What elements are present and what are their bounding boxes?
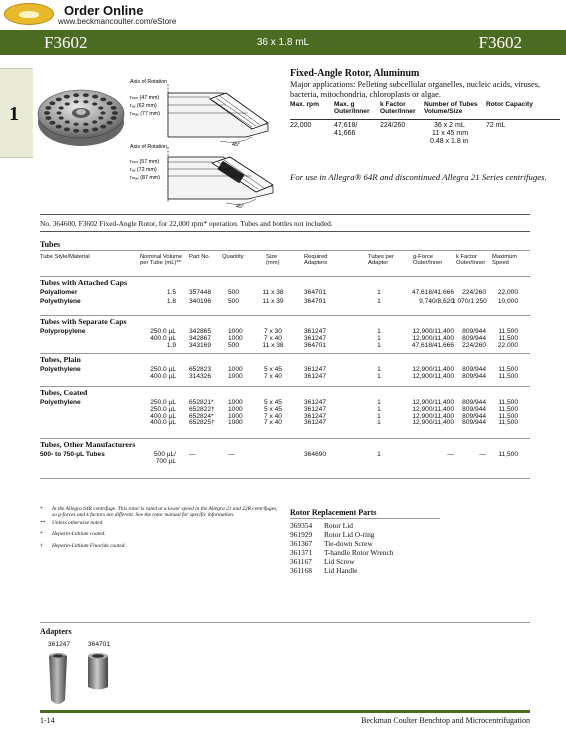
col-header-style: Tube Style/Material bbox=[40, 254, 90, 260]
tube-material: Polyethylene bbox=[40, 399, 81, 406]
tube-cell-g: 12,900/11,400 12,900/11,400 12,900/11,400 12,900/11,400 bbox=[412, 399, 454, 427]
tube-material: 500- to 750-µL Tubes bbox=[40, 451, 105, 458]
divider bbox=[40, 231, 530, 232]
col-header-gforce: g-Force Outer/Inner bbox=[413, 254, 443, 267]
replacement-part-number: 361367 bbox=[290, 539, 313, 548]
tube-cell-part: 652821* 652822† 652824* 652825† bbox=[189, 399, 215, 427]
col-header-per-adapter: Tubes per Adapter bbox=[368, 254, 394, 267]
col-header-part: Part No. bbox=[189, 254, 211, 260]
adapters-heading: Adapters bbox=[40, 627, 72, 636]
tube-cell-qty: 500 bbox=[228, 289, 240, 296]
divider bbox=[40, 438, 530, 439]
bottom-rmin-label: rₘᵢₙ (57 mm) bbox=[130, 159, 160, 165]
top-rmax-label: rₘₐₓ (77 mm) bbox=[130, 111, 160, 117]
col-header-size: Size (mm) bbox=[266, 254, 280, 267]
spec-header-k-factor: k Factor Outer/Inner bbox=[380, 101, 416, 115]
tube-cell-volume: 500 µL/ 700 µL bbox=[153, 451, 176, 465]
tube-cell-size: 5 x 45 5 x 45 7 x 40 7 x 40 bbox=[264, 399, 282, 427]
tube-cell-qty: 500 bbox=[228, 298, 240, 305]
bottom-rmax-label: rₘₐₓ (87 mm) bbox=[130, 175, 160, 181]
divider bbox=[40, 214, 530, 215]
tube-cell-qty: 1000 1000 1000 1000 bbox=[228, 399, 243, 427]
spec-header-max-rpm: Max. rpm bbox=[290, 101, 319, 108]
tube-cell-per: 1 bbox=[377, 289, 381, 296]
section-number: 1 bbox=[9, 103, 19, 125]
tube-cell-per: 1 bbox=[377, 298, 381, 305]
spec-capacity: 72 mL bbox=[486, 122, 506, 129]
divider bbox=[40, 276, 530, 277]
tube-cell-speed: 11,500 bbox=[498, 451, 518, 458]
tube-cell-adapter: 364690 bbox=[304, 451, 327, 458]
replacement-part-description: Lid Handle bbox=[324, 566, 358, 575]
tube-cell-g: 47,618/41,666 bbox=[411, 289, 454, 296]
tube-cell-g: — bbox=[447, 451, 454, 458]
rotor-description: Major applications: Pelleting subcellular organelles, nucleic acids, viruses, bacteria, mitochondria, chloroplasts or algae. bbox=[290, 80, 541, 99]
tube-cell-k: 809/944 809/944 bbox=[462, 366, 486, 380]
catalog-number-line: No. 364600, F3602 Fixed-Angle Rotor, for 22,000 rpm* operation. Tubes and bottles not included. bbox=[40, 219, 333, 228]
tube-cell-adapter: 361247 361247 364701 bbox=[304, 328, 327, 349]
tube-cell-volume: 1.5 bbox=[166, 289, 176, 296]
tube-cell-size: 11 x 38 bbox=[262, 289, 284, 296]
tube-cell-speed: 10,000 bbox=[497, 298, 518, 305]
spec-tubes-size-mm: 11 x 45 mm bbox=[432, 130, 469, 137]
bottom-angle-label: 45° bbox=[236, 204, 245, 210]
rotor-cross-section-diagram bbox=[128, 75, 288, 210]
bottom-rav-label: rₐᵥ (72 mm) bbox=[130, 167, 157, 173]
tube-cell-size: 11 x 39 bbox=[262, 298, 284, 305]
tube-cell-part: 340196 bbox=[189, 298, 212, 305]
tube-cell-per: 1 1 1 1 bbox=[377, 399, 381, 427]
tube-cell-volume: 250.0 µL 400.0 µL bbox=[150, 366, 176, 380]
tube-cell-part: 652823 314326 bbox=[189, 366, 212, 380]
replacement-part-number: 361168 bbox=[290, 566, 312, 575]
divider bbox=[40, 250, 530, 251]
tube-cell-g: 12,900/11,400 12,900/11,400 47,618/41,666 bbox=[411, 328, 454, 349]
axis-label-bottom: Axis of Rotation bbox=[130, 144, 168, 150]
col-header-qty: Quantity bbox=[222, 254, 244, 260]
col-header-adapters: Required Adapters bbox=[304, 254, 328, 267]
spec-k-factor: 224/260 bbox=[380, 122, 406, 129]
top-rmin-label: rₘᵢₙ (47 mm) bbox=[130, 95, 160, 101]
col-header-volume: Nominal Volume per Tube (mL)** bbox=[140, 254, 183, 267]
tube-cell-g: 12,900/11,400 12,900/11,400 bbox=[412, 366, 454, 380]
replacement-parts-heading: Rotor Replacement Parts bbox=[290, 508, 377, 517]
rotor-code-right: F3602 bbox=[478, 33, 522, 52]
replacement-part-description: Rotor Lid O-ring bbox=[324, 530, 375, 539]
rotor-code-left: F3602 bbox=[44, 33, 88, 52]
footnote-mark: * bbox=[40, 531, 43, 537]
tube-material: Polyallomer bbox=[40, 289, 78, 296]
spec-header-capacity: Rotor Capacity bbox=[486, 101, 533, 108]
replacement-part-number: 361371 bbox=[290, 548, 313, 557]
replacement-part-description: Tie-down Screw bbox=[324, 539, 373, 548]
tube-cell-speed: 22,000 bbox=[497, 289, 518, 296]
section-tab bbox=[0, 68, 33, 158]
rotor-capacity-heading: 36 x 1.8 mL bbox=[256, 37, 310, 48]
tube-cell-volume: 250.0 µL 250.0 µL 400.0 µL 400.0 µL bbox=[150, 399, 176, 427]
tubes-section-heading: Tubes, Coated bbox=[40, 388, 88, 397]
tube-cell-k: 809/944 809/944 809/944 809/944 bbox=[462, 399, 486, 427]
col-header-kfactor: k Factor Outer/Inner bbox=[456, 254, 486, 267]
tube-cell-k: 224/260 bbox=[462, 289, 486, 296]
tube-cell-speed: 11,500 11,500 11,500 11,500 bbox=[498, 399, 518, 427]
adapter-364701-image bbox=[86, 652, 110, 692]
axis-label-top: Axis of Rotation bbox=[130, 79, 168, 85]
tube-cell-size: 5 x 45 7 x 40 bbox=[264, 366, 282, 380]
tube-cell-qty: 1000 1000 bbox=[228, 366, 243, 380]
adapter-361247-image bbox=[46, 652, 70, 708]
footnote-text: Unless otherwise noted bbox=[52, 520, 103, 526]
tube-cell-k: — bbox=[479, 451, 486, 458]
tube-cell-qty: 1000 1000 500 bbox=[228, 328, 243, 349]
tube-cell-volume: 1.8 bbox=[166, 298, 176, 305]
top-rav-label: rₐᵥ (62 mm) bbox=[130, 103, 157, 109]
tubes-heading: Tubes bbox=[40, 240, 61, 249]
tubes-section-heading: Tubes with Separate Caps bbox=[40, 317, 127, 326]
divider bbox=[40, 386, 530, 387]
tube-cell-adapter: 361247 361247 bbox=[304, 366, 327, 380]
tube-cell-volume: 250.0 µL 400.0 µL 1.9 bbox=[150, 328, 176, 349]
divider bbox=[40, 478, 530, 479]
tubes-section-heading: Tubes, Plain bbox=[40, 355, 81, 364]
adapter-part-364701: 364701 bbox=[88, 641, 111, 648]
footnote-mark: † bbox=[40, 543, 43, 549]
rotor-title: Fixed-Angle Rotor, Aluminum bbox=[290, 68, 420, 79]
divider bbox=[290, 518, 440, 519]
tubes-section-heading: Tubes with Attached Caps bbox=[40, 278, 128, 287]
replacement-part-description: T-handle Rotor Wrench bbox=[324, 548, 394, 557]
tube-cell-adapter: 364701 bbox=[304, 289, 327, 296]
order-online-title[interactable]: Order Online bbox=[64, 3, 144, 18]
replacement-part-number: 369354 bbox=[290, 521, 313, 530]
tube-cell-per: 1 1 1 bbox=[377, 328, 381, 349]
spec-header-rule bbox=[290, 119, 560, 120]
footnote-text: Heparin-Lithium Fluoride coated. bbox=[52, 543, 126, 549]
tube-cell-speed: 11,500 11,500 bbox=[498, 366, 518, 380]
catalog-title: Beckman Coulter Benchtop and Microcentrifugation bbox=[361, 716, 530, 725]
tube-cell-adapter: 361247 361247 361247 361247 bbox=[304, 399, 327, 427]
tube-cell-speed: 11,500 11,500 22,000 bbox=[497, 328, 518, 349]
tube-cell-part: 357448 bbox=[189, 289, 212, 296]
footer-bar bbox=[40, 710, 530, 713]
divider bbox=[40, 315, 530, 316]
tube-cell-qty: — bbox=[228, 451, 235, 458]
top-angle-label: 45° bbox=[232, 142, 241, 148]
allegra-compatibility-note: For use in Allegra® 64R and discontinued Allegra 21 Series centrifuges. bbox=[290, 172, 547, 182]
tube-cell-part: 342865 342867 343169 bbox=[189, 328, 212, 349]
tube-cell-adapter: 364701 bbox=[304, 298, 327, 305]
tube-cell-per: 1 1 bbox=[377, 366, 381, 380]
tube-material: Polyethylene bbox=[40, 366, 81, 373]
page-number: 1-14 bbox=[40, 716, 55, 725]
replacement-part-number: 961929 bbox=[290, 530, 313, 539]
spec-header-tubes: Number of Tubes Volume/Size bbox=[424, 101, 478, 115]
replacement-part-description: Lid Screw bbox=[324, 557, 355, 566]
footnote-text: Heparin-Lithium coated. bbox=[52, 531, 106, 537]
spec-max-rpm: 22,000 bbox=[290, 122, 312, 129]
tube-cell-k: 1 070/1 250 bbox=[452, 298, 487, 305]
tube-cell-per: 1 bbox=[377, 451, 381, 458]
divider bbox=[40, 353, 530, 354]
footnote-mark: ** bbox=[40, 520, 46, 526]
tubes-section-heading: Tubes, Other Manufacturers bbox=[40, 440, 136, 449]
tube-material: Polypropylene bbox=[40, 328, 86, 335]
tube-cell-k: 809/944 809/944 224/260 bbox=[462, 328, 486, 349]
tube-cell-part: — bbox=[189, 451, 196, 458]
footnote-mark: * bbox=[40, 506, 43, 512]
order-online-url[interactable]: www.beckmancoulter.com/eStore bbox=[58, 17, 177, 26]
footnote-text: In the Allegra 64R centrifuge. This rotor is rated at a lower speed in the Allegra 21 and 22R centrifuges, so g-forces and k factors are different. See the rotor manual for specific information. bbox=[52, 506, 278, 518]
replacement-part-description: Rotor Lid bbox=[324, 521, 353, 530]
order-online-logo[interactable] bbox=[4, 3, 54, 25]
tube-cell-g: 9,740/8,620 bbox=[419, 298, 454, 305]
title-band bbox=[0, 30, 566, 55]
divider bbox=[40, 622, 530, 623]
replacement-part-number: 361167 bbox=[290, 557, 312, 566]
adapter-part-361247: 361247 bbox=[48, 641, 71, 648]
tube-cell-size: 7 x 30 7 x 40 11 x 38 bbox=[262, 328, 284, 349]
tube-material: Polyethylene bbox=[40, 298, 81, 305]
spec-tubes-size-in: 0.48 x 1.8 in bbox=[430, 138, 469, 145]
spec-header-max-g: Max. g Outer/Inner bbox=[334, 101, 370, 115]
spec-tubes-count: 36 x 2 mL bbox=[434, 122, 465, 129]
spec-max-g: 47,618/ 41,666 bbox=[334, 122, 358, 137]
rotor-photo bbox=[36, 82, 126, 148]
col-header-speed: Maximum Speed bbox=[492, 254, 518, 267]
